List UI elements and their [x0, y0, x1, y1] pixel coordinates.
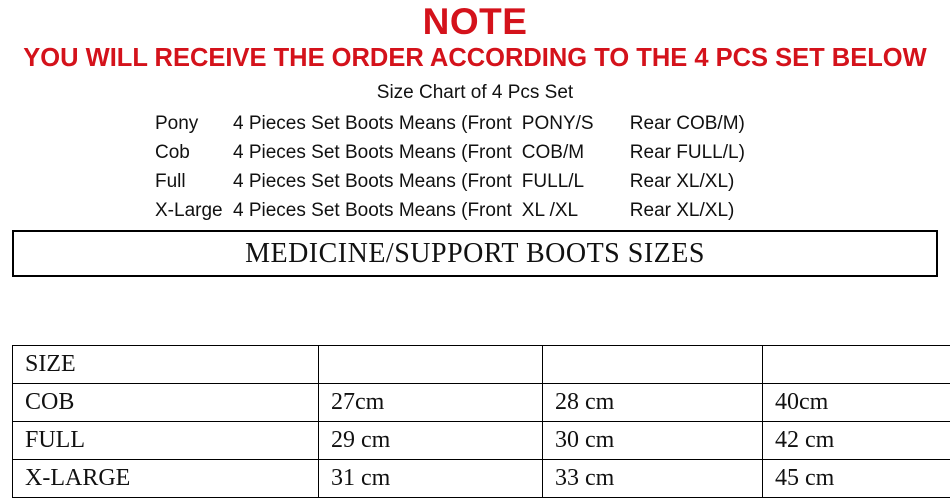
set-means-text: 4 Pieces Set Boots Means (Front: [233, 109, 512, 138]
table-header-size: SIZE: [13, 346, 319, 384]
table-cell-value: 42 cm: [763, 422, 950, 460]
table-cell-size: COB: [13, 384, 319, 422]
list-item: [155, 109, 795, 138]
table-cell-value: 33 cm: [543, 460, 763, 498]
set-means-text: 4 Pieces Set Boots Means (Front: [233, 196, 512, 225]
size-chart-document: [0, 2, 950, 500]
table-cell-size: FULL: [13, 422, 319, 460]
table-cell-value: 30 cm: [543, 422, 763, 460]
table-header-col-b: [543, 346, 763, 384]
set-size-label: Pony: [155, 109, 233, 138]
table-header-col-a: [319, 346, 543, 384]
table-cell-value: 27cm: [319, 384, 543, 422]
set-rear-value: Rear XL/XL): [630, 196, 735, 225]
set-front-value: PONY/S: [512, 109, 630, 138]
set-size-label: Full: [155, 167, 233, 196]
list-item: [155, 167, 795, 196]
table-cell-value: 40cm: [763, 384, 950, 422]
set-front-value: XL /XL: [512, 196, 630, 225]
set-size-label: Cob: [155, 138, 233, 167]
set-front-value: FULL/L: [512, 167, 630, 196]
set-chart-title: Size Chart of 4 Pcs Set: [0, 81, 950, 105]
table-header-col-c: [763, 346, 950, 384]
table-row: [13, 422, 950, 460]
note-title: NOTE: [0, 2, 950, 42]
table-row: [13, 346, 950, 384]
set-size-label: X-Large: [155, 196, 233, 225]
set-means-text: 4 Pieces Set Boots Means (Front: [233, 138, 512, 167]
table-row: [13, 460, 950, 498]
note-subtitle: YOU WILL RECEIVE THE ORDER ACCORDING TO THE 4 PCS SET BELOW: [0, 44, 950, 72]
set-front-value: COB/M: [512, 138, 630, 167]
list-item: [155, 196, 795, 225]
set-chart-list: [155, 109, 795, 225]
table-cell-value: 45 cm: [763, 460, 950, 498]
table-cell-value: 31 cm: [319, 460, 543, 498]
set-rear-value: Rear XL/XL): [630, 167, 735, 196]
list-item: [155, 138, 795, 167]
boots-sizes-banner: [12, 230, 938, 277]
set-rear-value: Rear FULL/L): [630, 138, 745, 167]
table-cell-value: 29 cm: [319, 422, 543, 460]
banner-title: MEDICINE/SUPPORT BOOTS SIZES: [245, 238, 705, 270]
table-cell-size: X-LARGE: [13, 460, 319, 498]
table-row: [13, 384, 950, 422]
set-rear-value: Rear COB/M): [630, 109, 745, 138]
sizes-table: [12, 345, 950, 498]
set-means-text: 4 Pieces Set Boots Means (Front: [233, 167, 512, 196]
table-cell-value: 28 cm: [543, 384, 763, 422]
